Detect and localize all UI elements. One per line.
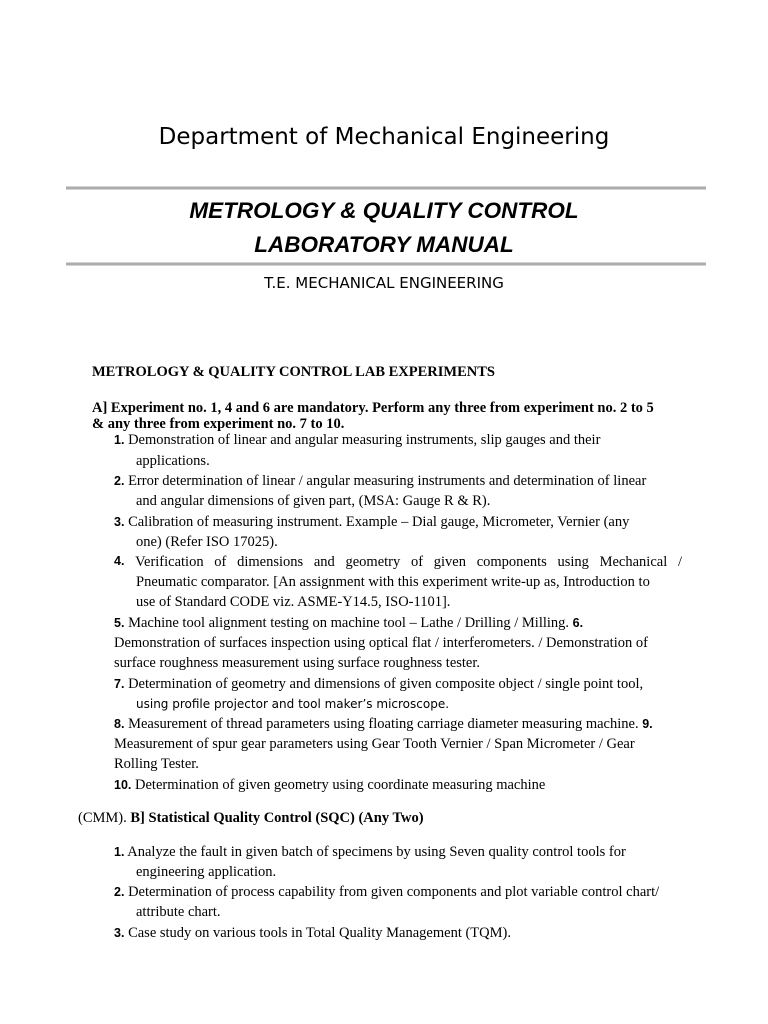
item-number: 7. [114,677,125,691]
experiment-3-cont: one) (Refer ISO 17025). [136,534,278,550]
experiment-7-cont: using profile projector and tool maker’s microscope. [136,697,450,711]
bottom-rule [66,262,706,266]
manual-title-line1: METROLOGY & QUALITY CONTROL [189,198,579,223]
item-number: 10. [114,778,132,792]
item-text: Case study on various tools in Total Quality Management (TQM). [128,925,511,941]
experiment-8 [114,716,653,733]
experiment-7 [114,676,643,693]
item-number: 2. [114,474,125,488]
item-number: 1. [114,845,125,859]
experiment-9: Measurement of spur gear parameters using Gear Tooth Vernier / Span Micrometer / Gear [114,736,635,752]
experiment-2 [114,473,646,490]
section-heading: METROLOGY & QUALITY CONTROL LAB EXPERIMENTS [92,364,495,380]
experiment-6-cont: surface roughness measurement using surface roughness tester. [114,655,481,671]
experiment-1 [114,432,600,449]
item-text: Determination of given geometry using coordinate measuring machine [135,777,546,793]
item-number: 3. [114,515,125,529]
experiment-5 [114,615,583,632]
section-a-line2: & any three from experiment no. 7 to 10. [92,416,345,432]
word: / [677,554,682,570]
experiment-4-cont: Pneumatic comparator. [An assignment with this experiment write-up as, Introduction to [136,574,650,590]
sqc-item-3 [114,925,511,942]
item-number: 5. [114,616,125,630]
section-b-prefix: (CMM). [78,810,131,826]
item-number-6: 6. [572,616,584,630]
item-number: 3. [114,926,125,940]
experiment-10 [114,777,545,794]
experiment-4-cont2: use of Standard CODE viz. ASME-Y14.5, ISO-1101]. [136,594,451,610]
word: components [476,554,547,570]
item-number: 8. [114,717,125,731]
word: given [433,554,466,570]
item-text: Machine tool alignment testing on machine tool – Lathe / Drilling / Milling. [128,615,570,631]
experiment-2-cont: and angular dimensions of given part, (MSA: Gauge R & R). [136,493,491,509]
word: using [557,554,589,570]
word: and [313,554,335,570]
department-heading: Department of Mechanical Engineering [158,124,610,150]
word: Verification [135,554,204,570]
item-number-9: 9. [642,717,653,731]
item-text: Error determination of linear / angular measuring instruments and determination of linear [128,473,647,489]
item-number: 2. [114,885,125,899]
experiment-6: Demonstration of surfaces inspection using optical flat / interferometers. / Demonstration of [114,635,648,651]
top-rule [66,186,706,190]
word: of [214,554,227,570]
item-number: 4. [114,554,125,568]
section-b-title: B] Statistical Quality Control (SQC) (Any Two) [130,810,424,826]
experiment-9-cont: Rolling Tester. [114,756,199,772]
item-text: Determination of process capability from given components and plot variable control chart/ [128,884,660,900]
item-text: Determination of geometry and dimensions of given composite object / single point tool, [128,676,644,692]
sqc-item-2-cont: attribute chart. [136,904,221,920]
word: of [410,554,424,570]
manual-title-line2: LABORATORY MANUAL [254,232,514,257]
item-text: Measurement of thread parameters using floating carriage diameter measuring machine. [128,716,639,732]
word: Mechanical [599,554,668,570]
word: geometry [345,554,401,570]
item-number: 1. [114,433,125,447]
item-text: Demonstration of linear and angular measuring instruments, slip gauges and their [128,432,601,448]
sqc-item-1-cont: engineering application. [136,864,277,880]
section-b-heading [78,810,424,827]
sqc-item-1 [114,844,626,861]
experiment-3 [114,514,629,531]
experiment-1-cont: applications. [136,453,210,469]
sqc-item-2 [114,884,659,901]
course-subtitle: T.E. MECHANICAL ENGINEERING [264,274,504,292]
experiment-4 [114,554,682,571]
item-text: Calibration of measuring instrument. Example – Dial gauge, Micrometer, Vernier (any [128,514,630,530]
section-a-line1: A] Experiment no. 1, 4 and 6 are mandatory. Perform any three from experiment no. 2 to 5 [92,400,654,416]
item-text: Analyze the fault in given batch of specimens by using Seven quality control tools for [127,844,626,860]
word: dimensions [237,554,304,570]
